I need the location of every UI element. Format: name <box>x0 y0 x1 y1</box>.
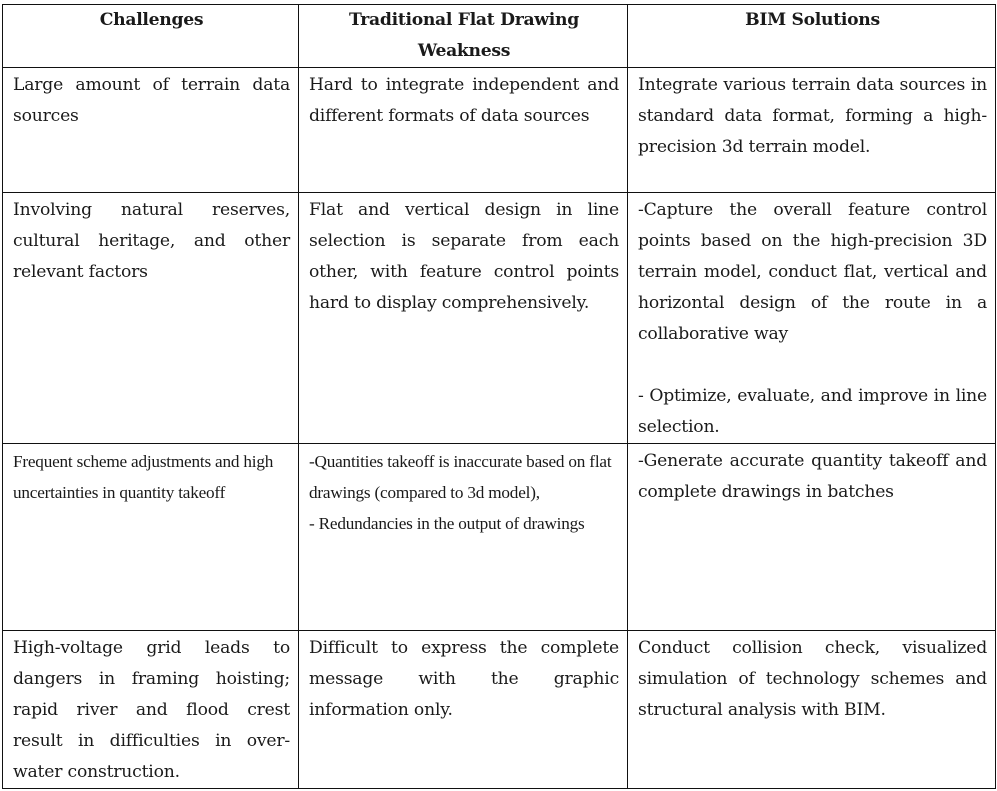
header-traditional-weakness: Traditional Flat Drawing Weakness <box>299 5 628 68</box>
header-row <box>3 5 996 68</box>
table-row <box>3 193 996 444</box>
solution-text: -Capture the overall feature control points based on the high-precision 3D terrain model, conduct flat, vertical and horizontal design of the route in a collaborative way <box>638 200 987 344</box>
weakness-text: -Quantities takeoff is inaccurate based on flat drawings (compared to 3d model), <box>309 452 612 502</box>
challenge-text: Involving natural reserves, cultural heritage, and other relevant factors <box>13 200 290 282</box>
challenge-cell <box>3 68 299 193</box>
header-bim-solutions: BIM Solutions <box>628 5 996 68</box>
solution-text: Conduct collision check, visualized simulation of technology schemes and structural analysis with BIM. <box>638 638 987 720</box>
solution-cell <box>628 444 996 631</box>
solution-cell <box>628 193 996 444</box>
solution-cell <box>628 631 996 789</box>
weakness-text: Hard to integrate independent and different formats of data sources <box>309 75 619 126</box>
challenge-cell <box>3 631 299 789</box>
weakness-cell <box>299 631 628 789</box>
table-row <box>3 444 996 631</box>
solution-text: -Generate accurate quantity takeoff and complete drawings in batches <box>638 451 987 502</box>
solution-text: Integrate various terrain data sources in standard data format, forming a high-precision 3d terrain model. <box>638 75 987 157</box>
challenge-text: High-voltage grid leads to dangers in framing hoisting; rapid river and flood crest result in difficulties in over-water construction. <box>13 638 290 782</box>
weakness-text: Flat and vertical design in line selection is separate from each other, with feature control points hard to display comprehensively. <box>309 200 619 313</box>
challenge-cell <box>3 444 299 631</box>
weakness-cell <box>299 68 628 193</box>
table-row <box>3 68 996 193</box>
weakness-cell <box>299 444 628 631</box>
solution-text: - Optimize, evaluate, and improve in line selection. <box>638 386 987 437</box>
weakness-text: Difficult to express the complete message with the graphic information only. <box>309 638 619 720</box>
weakness-cell <box>299 193 628 444</box>
paragraph-spacer <box>638 350 987 381</box>
challenge-text: Large amount of terrain data sources <box>13 75 290 126</box>
header-challenges: Challenges <box>3 5 299 68</box>
weakness-text: - Redundancies in the output of drawings <box>309 514 585 533</box>
comparison-table <box>2 4 996 789</box>
table-row <box>3 631 996 789</box>
challenge-text: Frequent scheme adjustments and high uncertainties in quantity takeoff <box>13 452 274 502</box>
challenge-cell <box>3 193 299 444</box>
solution-cell <box>628 68 996 193</box>
